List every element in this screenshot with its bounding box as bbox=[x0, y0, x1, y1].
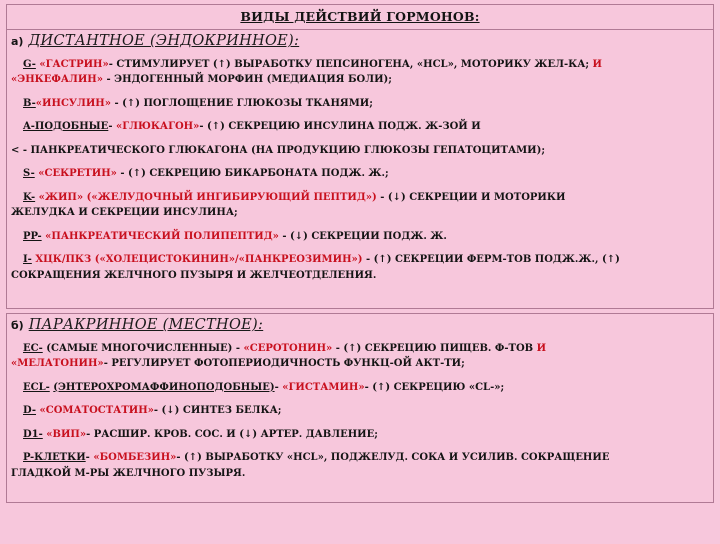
entry-cck bbox=[11, 252, 709, 283]
entry-text: - РАСШИР. КРОВ. СОС. И (↓) АРТЕР. ДАВЛЕНИЕ; bbox=[86, 428, 378, 440]
page-title: ВИДЫ ДЕЙСТВИЙ ГОРМОНОВ: bbox=[240, 9, 480, 24]
cell-type: PP- bbox=[23, 230, 42, 242]
entry-text: - (↓) СЕКРЕЦИИ И МОТОРИКИ bbox=[380, 191, 566, 203]
cell-type: G- bbox=[23, 58, 36, 70]
hormone-name: «ГИСТАМИН» bbox=[282, 381, 365, 393]
section-a-marker: а) bbox=[11, 35, 24, 48]
section-b-marker: б) bbox=[11, 319, 24, 332]
hormone-name: «ЭНКЕФАЛИН» bbox=[11, 74, 103, 85]
hormone-name: «ВИП» bbox=[46, 428, 87, 440]
entry-text: - СТИМУЛИРУЕТ (↑) ВЫРАБОТКУ ПЕПСИНОГЕНА, «HCL», МОТОРИКУ ЖЕЛ-КА; bbox=[108, 58, 590, 70]
cell-type: S- bbox=[23, 168, 35, 179]
entry-text: < - ПАНКРЕАТИЧЕСКОГО ГЛЮКАГОНА (НА ПРОДУКЦИЮ ГЛЮКОЗЫ ГЕПАТОЦИТАМИ); bbox=[11, 144, 546, 156]
entry-text: - (↓) СИНТЕЗ БЕЛКА; bbox=[153, 405, 282, 416]
entry-gip bbox=[11, 190, 709, 221]
hormone-name: («ХОЛЕЦИСТОКИНИН»/«ПАНКРЕОЗИМИН») bbox=[94, 254, 363, 265]
entry-text: - (↑) ПОГЛОЩЕНИЕ ГЛЮКОЗЫ ТКАНЯМИ; bbox=[114, 97, 373, 109]
hormone-name: «СЕРОТОНИН» bbox=[243, 342, 333, 354]
entry-bombesin: P-КЛЕТКИ- «БОМБЕЗИН»- (↑) ВЫРАБОТКУ «HCL», ПОДЖЕЛУД. СОКА И УСИЛИВ. СОКРАЩЕНИЕ ГЛАДКОЙ М-РЫ ЖЕЛЧНОГО ПУЗЫРЯ. bbox=[11, 450, 709, 481]
title-box bbox=[6, 4, 714, 29]
entry-vip bbox=[11, 427, 709, 443]
entry-continuation: ГЛАДКОЙ М-РЫ ЖЕЛЧНОГО ПУЗЫРЯ. bbox=[11, 467, 246, 479]
entry-insulin bbox=[11, 96, 709, 112]
section-endocrine bbox=[6, 29, 714, 309]
hormone-name: «ЖИП» («ЖЕЛУДОЧНЫЙ ИНГИБИРУЮЩИЙ ПЕПТИД») bbox=[38, 191, 377, 203]
cell-type: K- bbox=[23, 191, 36, 203]
entry-continuation bbox=[11, 72, 709, 88]
entry-histamine: ECL- (ЭНТЕРОХРОМАФФИНОПОДОБНЫЕ)- «ГИСТАМИН»- (↑) СЕКРЕЦИЮ «CL-»; bbox=[23, 381, 505, 393]
entry-text: - ЭНДОГЕННЫЙ МОРФИН (МЕДИАЦИЯ БОЛИ); bbox=[106, 74, 392, 85]
entry-continuation bbox=[11, 356, 709, 372]
entry-somatostatin bbox=[11, 403, 709, 419]
section-b-heading bbox=[11, 318, 709, 334]
entry-text: - (↑) ВЫРАБОТКУ «HCL», ПОДЖЕЛУД. СОКА И УСИЛИВ. СОКРАЩЕНИЕ bbox=[176, 452, 610, 463]
section-a-heading bbox=[11, 34, 709, 50]
cell-type: D1- bbox=[23, 428, 43, 440]
conjunction: И bbox=[536, 342, 547, 354]
cell-type: D- bbox=[23, 405, 37, 416]
hormone-name: «СОМАТОСТАТИН» bbox=[39, 405, 154, 416]
entry-glucagon-line bbox=[11, 143, 709, 159]
hormone-name: «ПАНКРЕАТИЧЕСКИЙ ПОЛИПЕПТИД» bbox=[45, 230, 279, 242]
cell-type: EC- bbox=[23, 342, 43, 354]
entry-text: - (↑) СЕКРЕЦИЮ «CL-»; bbox=[364, 381, 505, 393]
conjunction: И bbox=[592, 58, 602, 70]
hormone-name: «МЕЛАТОНИН» bbox=[11, 358, 104, 369]
hormone-name: «ИНСУЛИН» bbox=[35, 97, 112, 109]
cell-type: I- bbox=[23, 254, 32, 265]
entry-glucagon: A-ПОДОБНЫЕ- «ГЛЮКАГОН»- (↑) СЕКРЕЦИЮ ИНСУЛИНА ПОДЖ. Ж-ЗОЙ И bbox=[23, 121, 481, 132]
entry-pp bbox=[11, 229, 709, 245]
cell-type: B- bbox=[23, 97, 36, 109]
entry-text: - РЕГУЛИРУЕТ ФОТОПЕРИОДИЧНОСТЬ ФУНКЦ-ОЙ АКТ-ТИ; bbox=[103, 358, 465, 369]
entry-text: (САМЫЕ МНОГОЧИСЛЕННЫЕ) - bbox=[46, 342, 240, 354]
entry-serotonin bbox=[11, 341, 709, 372]
entry-text: - (↓) СЕКРЕЦИИ ПОДЖ. Ж. bbox=[282, 230, 447, 242]
cell-description: (ЭНТЕРОХРОМАФФИНОПОДОБНЫЕ) bbox=[53, 381, 275, 393]
entry-continuation: ЖЕЛУДКА И СЕКРЕЦИИ ИНСУЛИНА; bbox=[11, 207, 238, 218]
section-b-title: ПАРАКРИННОЕ (МЕСТНОЕ): bbox=[28, 317, 264, 333]
cell-type: A-ПОДОБНЫЕ bbox=[23, 121, 109, 132]
section-paracrine bbox=[6, 313, 714, 503]
cell-type: P-КЛЕТКИ bbox=[23, 452, 86, 463]
hormone-name: «БОМБЕЗИН» bbox=[93, 452, 177, 463]
hormone-name: «СЕКРЕТИН» bbox=[38, 168, 117, 179]
entry-secretin bbox=[11, 166, 709, 182]
section-a-title: ДИСТАНТНОЕ (ЭНДОКРИННОЕ): bbox=[28, 33, 300, 49]
hormone-name: «ГАСТРИН» bbox=[39, 58, 109, 70]
entry-text: - (↑) СЕКРЕЦИЮ ПИЩЕВ. Ф-ТОВ bbox=[335, 342, 534, 354]
entry-text: - (↑) СЕКРЕЦИЮ ИНСУЛИНА ПОДЖ. Ж-ЗОЙ И bbox=[199, 121, 481, 132]
cell-type-alt: ХЦК/ПКЗ bbox=[35, 254, 92, 265]
entry-continuation: СОКРАЩЕНИЯ ЖЕЛЧНОГО ПУЗЫРЯ И ЖЕЛЧЕОТДЕЛЕНИЯ. bbox=[11, 269, 377, 281]
hormone-name: «ГЛЮКАГОН» bbox=[115, 121, 200, 132]
entry-text: - (↑) СЕКРЕЦИИ ФЕРМ-ТОВ ПОДЖ.Ж., (↑) bbox=[366, 254, 620, 265]
slide bbox=[0, 4, 720, 544]
entry-gastrin bbox=[11, 57, 709, 88]
cell-type: ECL- bbox=[23, 381, 50, 393]
entry-text: - (↑) СЕКРЕЦИЮ БИКАРБОНАТА ПОДЖ. Ж.; bbox=[120, 168, 389, 179]
